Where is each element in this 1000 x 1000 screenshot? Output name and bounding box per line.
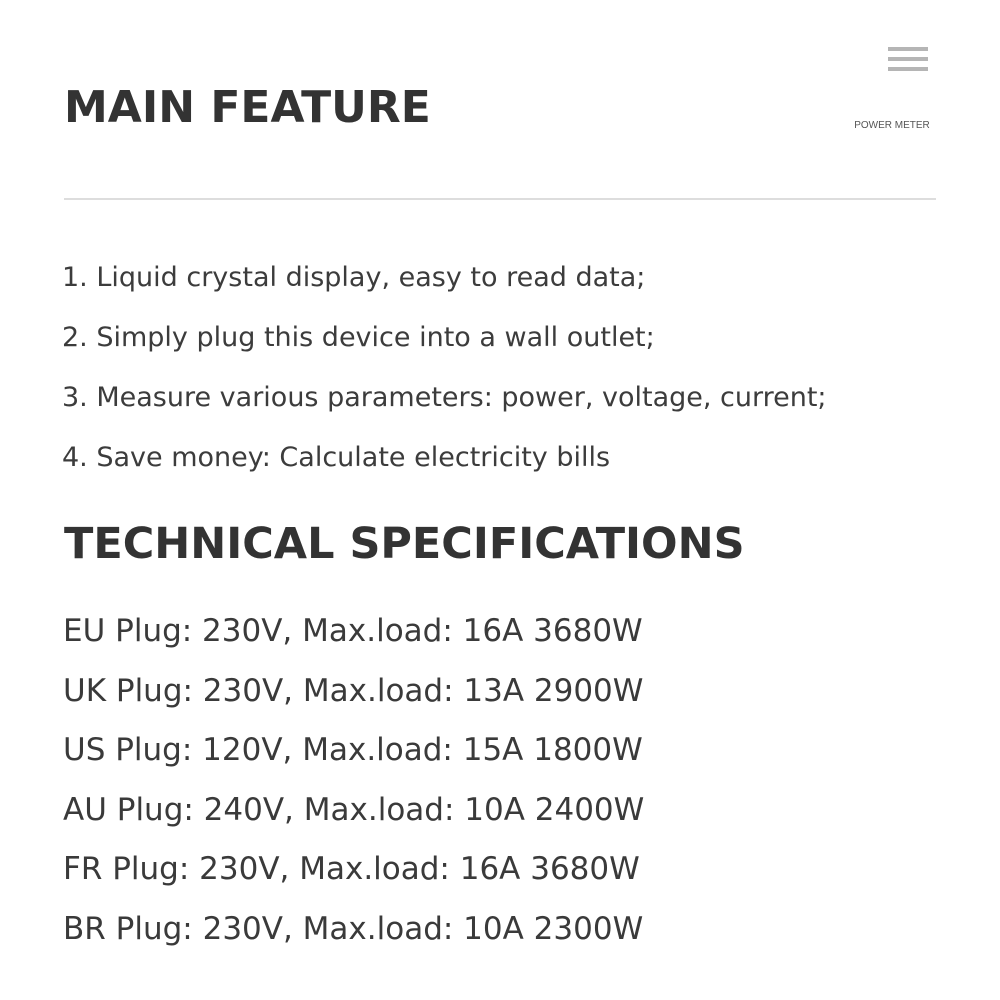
brand-label: POWER METER	[854, 120, 930, 131]
main-feature-heading: MAIN FEATURE	[64, 82, 431, 133]
technical-specifications-heading: TECHNICAL SPECIFICATIONS	[64, 519, 745, 569]
section-divider	[64, 198, 936, 200]
feature-item: 2. Simply plug this device into a wall outlet;	[62, 322, 655, 353]
spec-item-au: AU Plug: 240V, Max.load: 10A 2400W	[63, 791, 645, 828]
feature-item: 4. Save money: Calculate electricity bills	[62, 442, 611, 473]
hamburger-menu-icon[interactable]	[888, 47, 928, 73]
spec-item-us: US Plug: 120V, Max.load: 15A 1800W	[63, 732, 643, 769]
spec-item-uk: UK Plug: 230V, Max.load: 13A 2900W	[63, 672, 644, 709]
feature-item: 1. Liquid crystal display, easy to read data;	[62, 262, 646, 293]
spec-item-br: BR Plug: 230V, Max.load: 10A 2300W	[63, 910, 644, 947]
feature-list	[62, 248, 827, 488]
specification-list	[63, 602, 644, 960]
menu-icon-bar	[888, 57, 928, 61]
menu-icon-bar	[888, 47, 928, 51]
spec-item-eu: EU Plug: 230V, Max.load: 16A 3680W	[63, 613, 643, 649]
spec-item-fr: FR Plug: 230V, Max.load: 16A 3680W	[63, 851, 640, 888]
feature-item: 3. Measure various parameters: power, voltage, current;	[62, 382, 827, 413]
menu-icon-bar	[888, 67, 928, 71]
